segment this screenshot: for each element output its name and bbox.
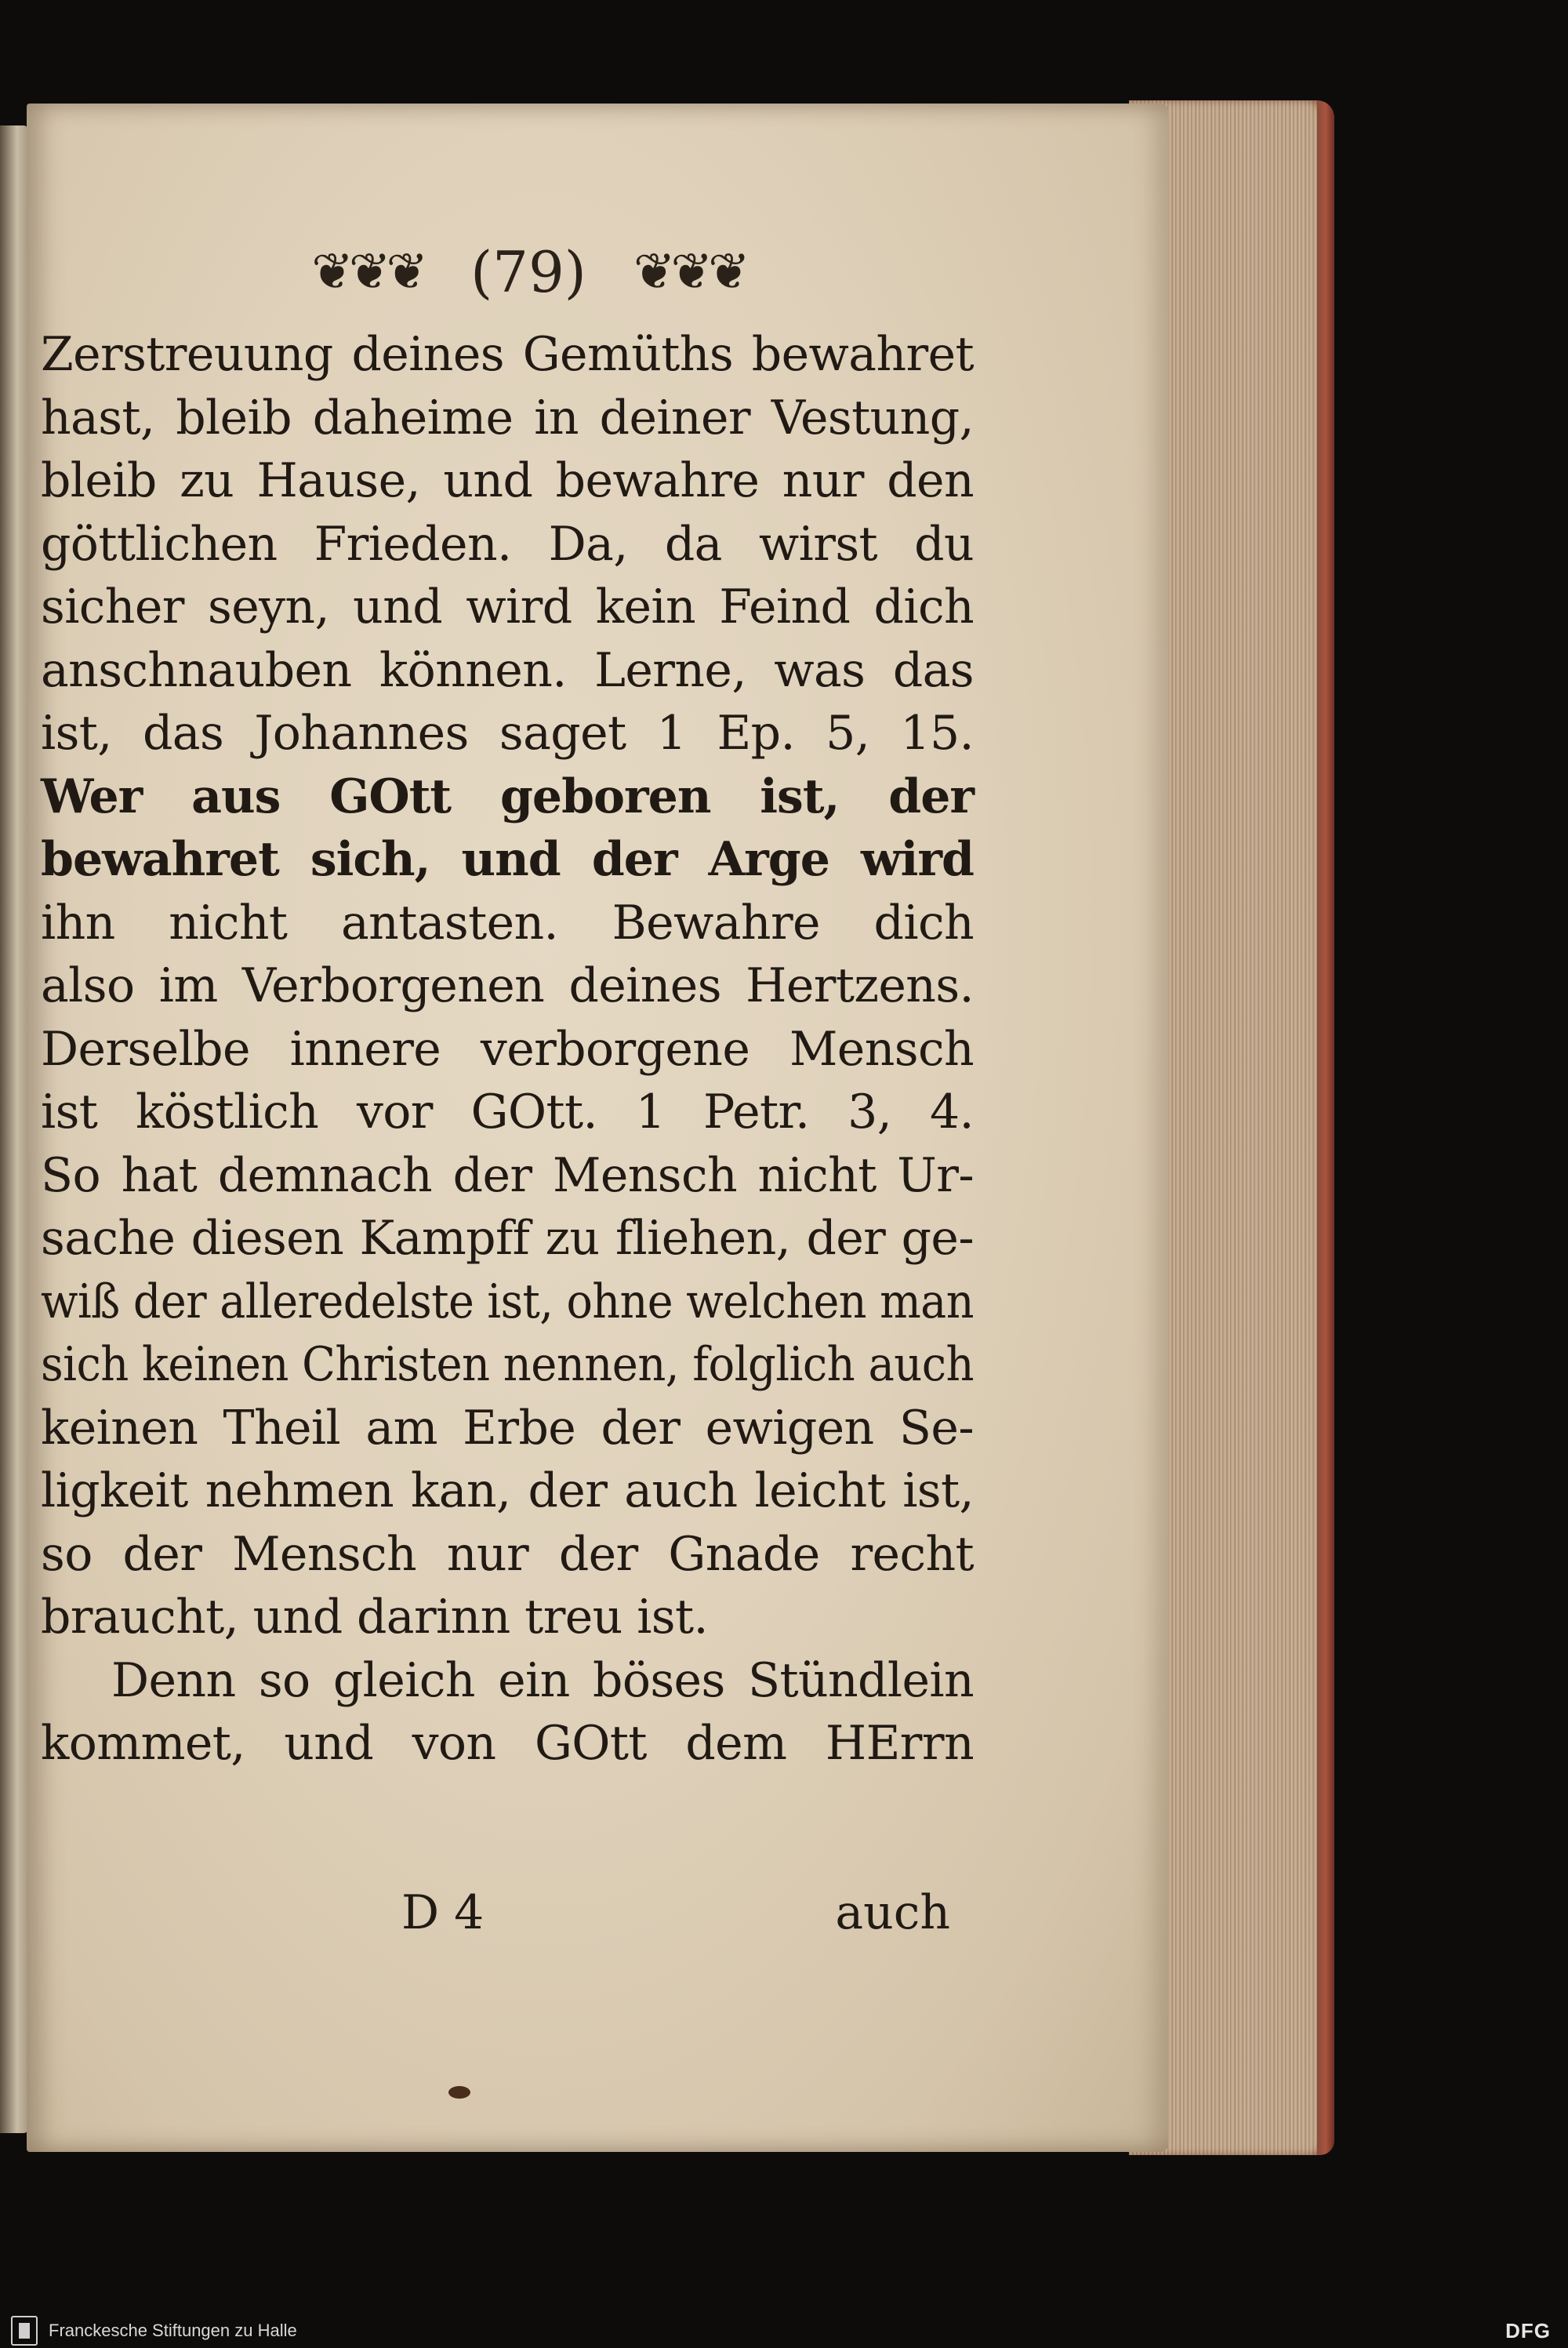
text-line: kommet, und von GOtt dem HErrn [41,1716,974,1771]
body-text [41,323,974,1776]
institution-name: Franckesche Stiftungen zu Halle [49,2321,297,2340]
text-line: Derselbe innere verborgene Mensch [41,1021,974,1077]
institution-logo-icon [11,2316,38,2346]
dfg-logo: DFG [1505,2318,1551,2343]
signature-mark: D 4 [401,1885,485,1940]
bible-quote-line: Wer aus GOtt geboren ist, der [41,769,974,824]
institution-credit [0,2316,297,2346]
page-footer [41,1885,974,1956]
text-line: so der Mensch nur der Gnade recht [41,1526,974,1582]
text-line: ist, das Johannes saget 1 Ep. 5, 15. [41,706,974,761]
text-line: sich keinen Christen nennen, folglich auch [41,1337,974,1392]
text-line: sicher seyn, und wird kein Feind dich [41,580,974,634]
text-line: sache diesen Kampff zu fliehen, der ge- [41,1211,974,1266]
paragraph-end-line: braucht, und darinn treu ist. [41,1590,708,1645]
text-line: Zerstreuung deines Gemüths bewahret [41,327,974,382]
text-line: keinen Theil am Erbe der ewigen Se- [41,1400,974,1456]
text-line: So hat demnach der Mensch nicht Ur- [41,1147,974,1203]
text-line: göttlichen Frieden. Da, da wirst du [41,516,974,572]
text-line: hast, bleib daheime in deiner Vestung, [41,390,974,445]
text-line: also im Verborgenen deines Hertzens. [41,958,974,1013]
facing-page-edge [0,125,28,2133]
page-number: (79) [470,239,586,305]
text-line: ligkeit nehmen kan, der auch leicht ist, [41,1463,974,1518]
ornament-right-icon: ❦❦❦ [633,243,746,301]
credit-bar [0,2313,1568,2348]
text-line: ist köstlich vor GOtt. 1 Petr. 3, 4. [41,1085,974,1139]
book-page [27,104,1168,2152]
text-line: ihn nicht antasten. Bewahre dich [41,895,974,950]
text-line: bleib zu Hause, und bewahre nur den [41,453,974,508]
bible-quote-line: bewahret sich, und der Arge wird [41,832,974,887]
text-line: wiß der alleredelste ist, ohne welchen man [41,1274,974,1329]
page-header [285,229,771,315]
paragraph-start-line: Denn so gleich ein böses Stündlein [111,1652,974,1708]
ink-spot [448,2086,470,2099]
ornament-left-icon: ❦❦❦ [311,243,424,301]
catchword: auch [835,1885,950,1940]
text-line: anschnauben können. Lerne, was das [41,642,974,698]
